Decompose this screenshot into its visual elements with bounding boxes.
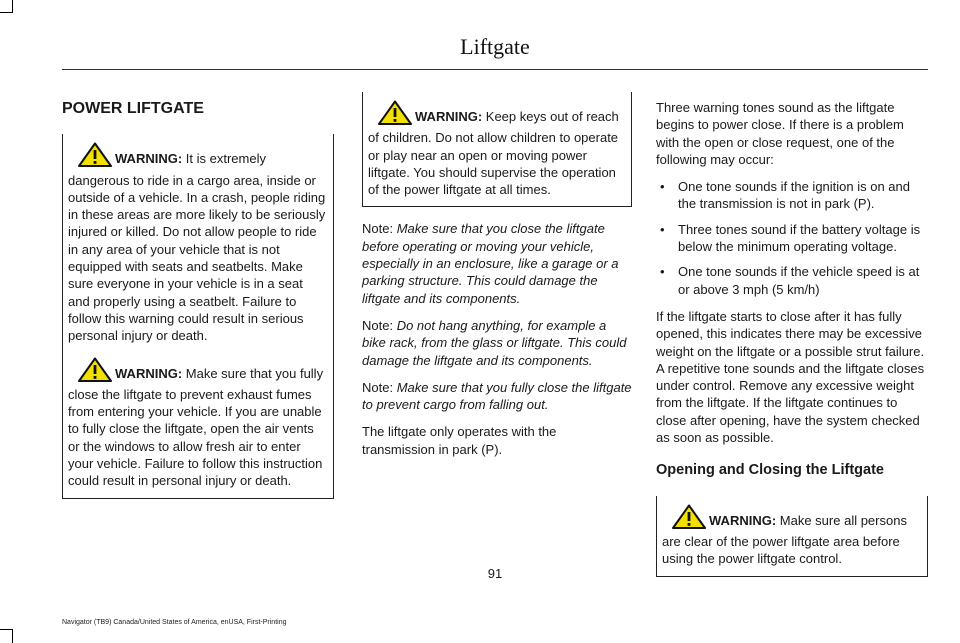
crop-mark bbox=[0, 629, 13, 630]
bullet: • bbox=[660, 221, 665, 237]
note-text: Make sure that you close the liftgate before operating or moving your vehicle, especially in an enclosure, like a garage or a parking structure. This could damage the liftgate and its components. bbox=[362, 221, 619, 306]
warning-label: WARNING: bbox=[115, 365, 183, 381]
warning-triangle-icon bbox=[672, 504, 706, 533]
warning-triangle-icon bbox=[78, 357, 112, 386]
note-paragraph bbox=[362, 220, 632, 306]
column-2 bbox=[362, 92, 632, 468]
list-item-text: One tone sounds if the vehicle speed is at or above 3 mph (5 km/h) bbox=[678, 264, 920, 297]
column-1 bbox=[62, 100, 334, 499]
warning-label: WARNING: bbox=[709, 512, 777, 528]
warning-text: Make sure that you fully close the liftgate to prevent exhaust fumes from entering your vehicle. If you are unable to fully close the liftgate, open the air vents or the windows to allow fresh air to enter your vehicle. Failure to follow this instruction could result in personal injury or death. bbox=[68, 365, 324, 489]
warning-text: Make sure all persons are clear of the power liftgate area before using the power liftgate control. bbox=[662, 512, 907, 567]
warning-paragraph bbox=[68, 357, 328, 490]
body-paragraph: The liftgate only operates with the transmission in park (P). bbox=[362, 424, 557, 457]
warning-label: WARNING: bbox=[415, 109, 483, 124]
note-text: Make sure that you fully close the liftgate to prevent cargo from falling out. bbox=[362, 379, 632, 413]
crop-mark bbox=[0, 12, 13, 13]
warning-label: WARNING: bbox=[115, 151, 183, 167]
page-number: 91 bbox=[487, 566, 503, 581]
warning-paragraph bbox=[68, 142, 328, 344]
list-item-text: Three tones sound if the battery voltage is below the minimum operating voltage. bbox=[678, 221, 921, 255]
warning-box bbox=[62, 134, 334, 498]
note-paragraph bbox=[362, 379, 632, 414]
bullet: • bbox=[660, 264, 665, 280]
body-paragraph: Three warning tones sound as the liftgate begins to power close. If there is a problem with the open or close request, one of the following may occur: bbox=[656, 100, 904, 167]
list-item bbox=[656, 178, 928, 213]
note-paragraph bbox=[362, 317, 632, 369]
list-item bbox=[656, 221, 928, 256]
list-item bbox=[656, 263, 928, 298]
bullet: • bbox=[660, 179, 665, 195]
list-item-text: One tone sounds if the ignition is on and the transmission is not in park (P). bbox=[678, 179, 910, 212]
header-divider bbox=[62, 69, 928, 70]
warning-triangle-icon bbox=[378, 100, 412, 129]
column-3 bbox=[656, 99, 928, 577]
note-label: Note: bbox=[362, 317, 394, 333]
document-info: Navigator (TB9) Canada/United States of America, enUSA, First-Printing bbox=[62, 619, 287, 626]
warning-paragraph bbox=[662, 504, 922, 568]
section-title: POWER LIFTGATE bbox=[62, 100, 204, 117]
note-label: Note: bbox=[362, 379, 394, 395]
tone-list bbox=[656, 178, 928, 298]
note-text: Do not hang anything, for example a bike rack, from the glass or liftgate. This could damage the liftgate and its components. bbox=[362, 317, 627, 368]
note-label: Note: bbox=[362, 221, 394, 237]
crop-mark bbox=[12, 629, 13, 643]
subsection-title: Opening and Closing the Liftgate bbox=[656, 462, 884, 479]
warning-text: It is extremely dangerous to ride in a cargo area, inside or outside of a vehicle. In a crash, people riding in these areas are more likely to be seriously injured or killed. Do not allow people to ride in any area of your vehicle that is not equipped with seats and seatbelts. Make sure everyone in your vehicle is in a seat and properly using a seatbelt. Failure to follow this warning could result in serious personal injury or death. bbox=[68, 151, 326, 344]
warning-paragraph bbox=[368, 100, 626, 198]
page-title: Liftgate bbox=[460, 34, 530, 59]
warning-triangle-icon bbox=[78, 142, 112, 171]
warning-box bbox=[362, 92, 632, 207]
body-paragraph: If the liftgate starts to close after it has fully opened, this indicates there may be excessive weight on the liftgate or a possible strut failure. A repetitive tone sounds and the liftgate closes under control. Remove any excessive weight from the liftgate. If the liftgate continues to close after opening, have the system checked as soon as possible. bbox=[656, 308, 925, 446]
warning-text: Keep keys out of reach of children. Do not allow children to operate or play near an open or moving power liftgate. You should supervise the operation of the power liftgate at all times. bbox=[368, 109, 619, 198]
warning-box bbox=[656, 496, 928, 577]
